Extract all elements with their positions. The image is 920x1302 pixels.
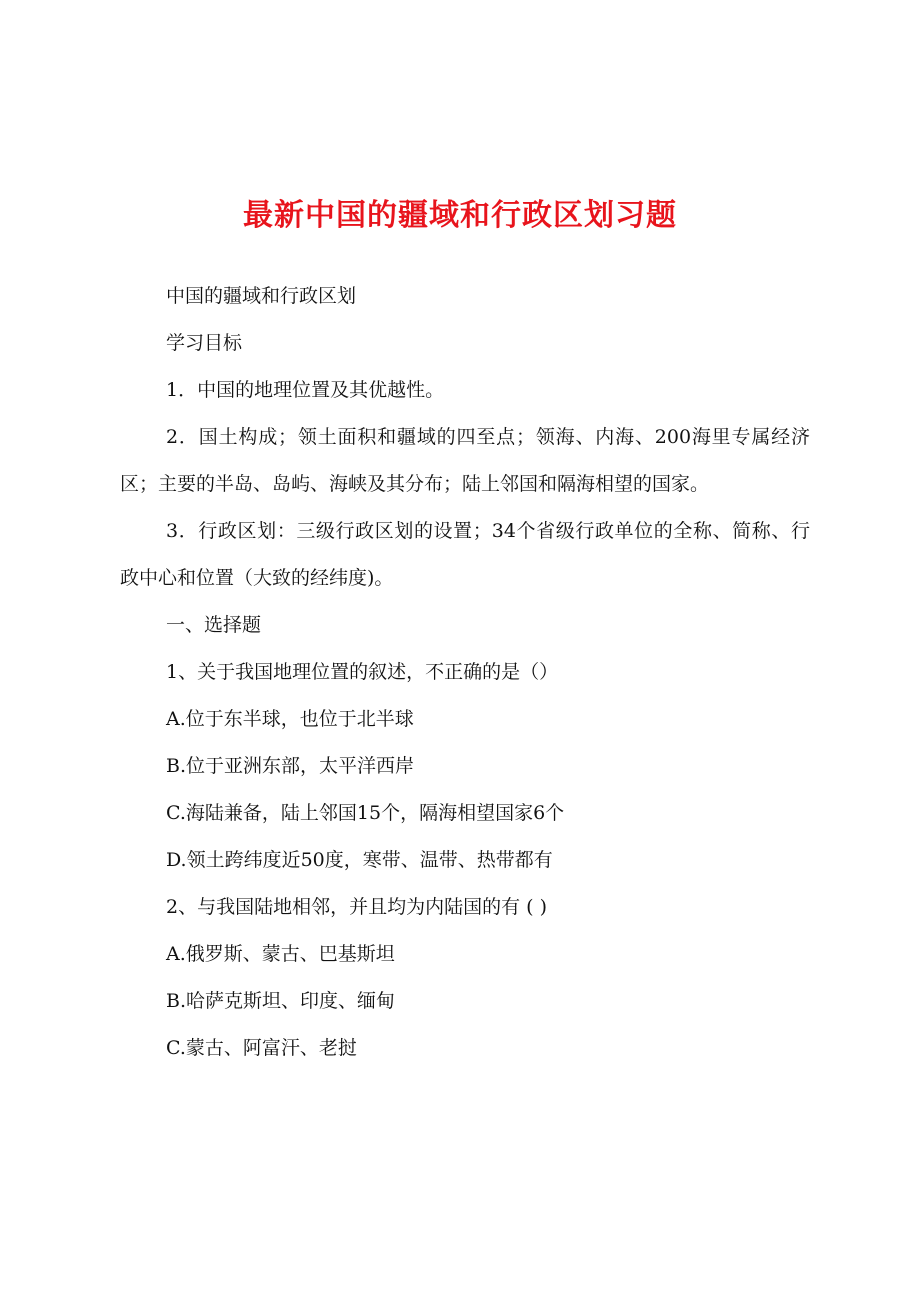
question-2-option-c: C.蒙古、阿富汗、老挝 (166, 1037, 357, 1059)
goal-item-2: 2．国土构成；领土面积和疆域的四至点；领海、内海、200海里专属经济区；主要的半岛、岛屿、海峡及其分布；陆上邻国和隔海相望的国家。 (120, 426, 810, 495)
goal-item-1: 1．中国的地理位置及其优越性。 (166, 379, 445, 401)
question-2: 2、与我国陆地相邻，并且均为内陆国的有 ( ) (166, 896, 547, 918)
question-1: 1、关于我国地理位置的叙述，不正确的是（） (166, 661, 559, 683)
document-title: 最新中国的疆域和行政区划习题 (243, 198, 677, 233)
question-1-option-d: D.领土跨纬度近50度，寒带、温带、热带都有 (166, 849, 553, 871)
choice-section-heading: 一、选择题 (166, 614, 262, 636)
learning-goals-heading: 学习目标 (166, 332, 243, 354)
question-2-option-b: B.哈萨克斯坦、印度、缅甸 (166, 990, 396, 1012)
document-body (120, 273, 810, 1072)
section-heading: 中国的疆域和行政区划 (166, 285, 357, 307)
question-1-option-b: B.位于亚洲东部，太平洋西岸 (166, 755, 415, 777)
question-1-option-c: C.海陆兼备，陆上邻国15个，隔海相望国家6个 (166, 802, 565, 824)
question-2-option-a: A.俄罗斯、蒙古、巴基斯坦 (166, 943, 395, 965)
goal-item-3: 3．行政区划：三级行政区划的设置；34个省级行政单位的全称、简称、行政中心和位置（大致的经纬度)。 (120, 520, 810, 589)
question-1-option-a: A.位于东半球，也位于北半球 (166, 708, 414, 730)
